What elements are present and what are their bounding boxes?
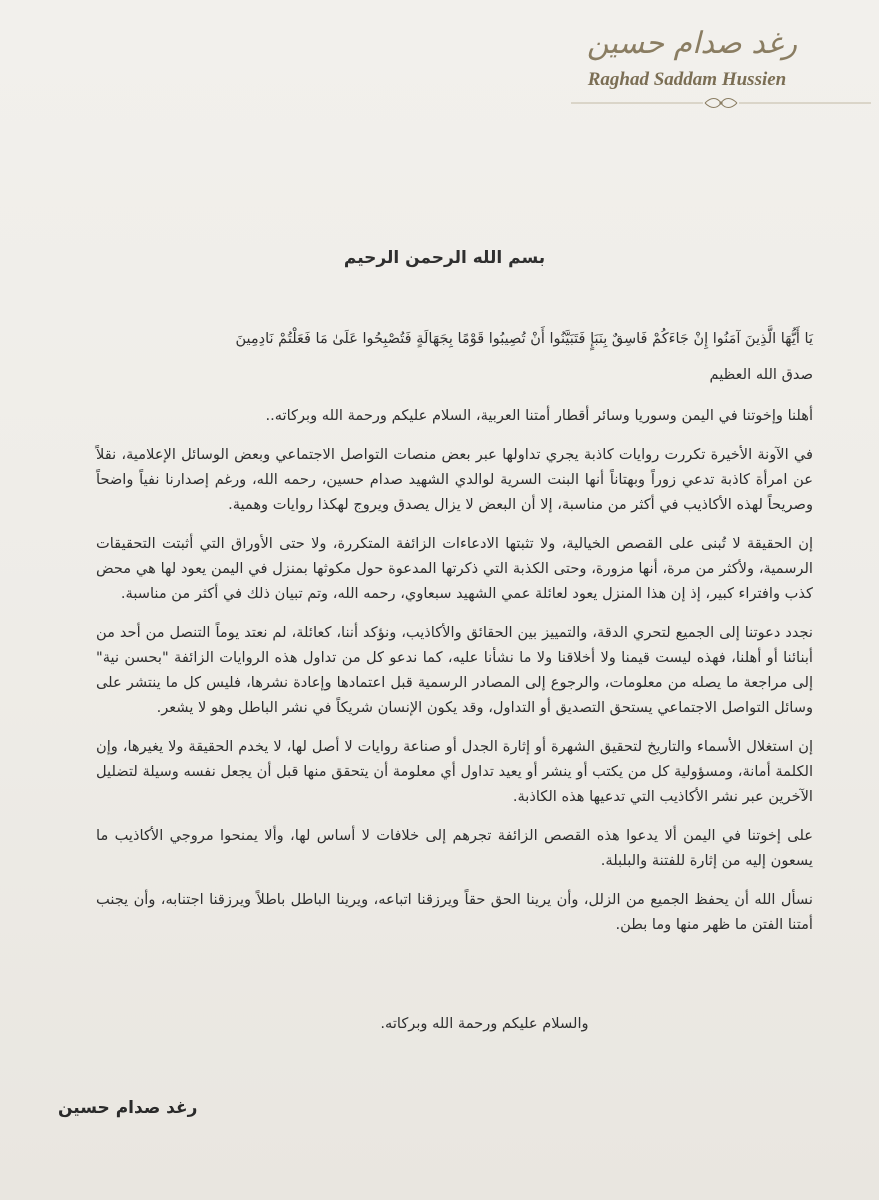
- body-paragraph: إن استغلال الأسماء والتاريخ لتحقيق الشهرة أو إثارة الجدل أو صناعة روايات لا أصل لها، لا يخدم الحقيقة ولا يغيرها، وإن الكلمة أمانة، ومسؤولية كل من يكتب أو ينشر أو يعيد تداول أي معلومة أن يتحقق منها قبل أن يجعل نفسه وسيلة لتضليل الآخرين عبر نشر الأكاذيب التي تدعيها هذه الكاذبة.: [96, 738, 813, 805]
- basmala-heading: بسم الله الرحمن الرحيم: [343, 248, 546, 268]
- sadaq-line: صدق الله العظيم: [709, 366, 813, 383]
- quran-verse: يَا أَيُّهَا الَّذِينَ آمَنُوا إِنْ جَاءَكُمْ فَاسِقٌ بِنَبَإٍ فَتَبَيَّنُوا أَنْ تُصِيبُوا قَوْمًا بِجَهَالَةٍ فَتُصْبِحُوا عَلَىٰ مَا فَعَلْتُمْ نَادِمِينَ: [235, 331, 813, 347]
- letter-body: [96, 246, 813, 1036]
- body-paragraph: إن الحقيقة لا تُبنى على القصص الخيالية، ولا تثبتها الادعاءات الزائفة المتكررة، ولا حتى الأوراق التي أثبتت التحقيقات الرسمية، ولأكثر من مرة، أنها مزورة، وحتى الكذبة التي ذكرتها المدعوة حول مكوثها بمنزل في اليمن يعود لها هي محض كذب وافتراء كبير، إذ إن هذا المنزل يعود لعائلة عمي الشهيد سبعاوي، رحمه الله، وتم تبيان ذلك في أكثر من مناسبة.: [96, 535, 813, 602]
- letterhead: [517, 24, 817, 92]
- body-paragraph: في الآونة الأخيرة تكررت روايات كاذبة يجري تداولها عبر بعض منصات التواصل الاجتماعي وبعض الوسائل الإعلامية، نقلاً عن امرأة كاذبة تدعي زوراً وبهتاناً أنها البنت السرية لوالدي الشهيد صدام حسين، رحمه الله، ورغم إصدارنا نفياً واضحاً وصريحاً لهذه الأكاذيب في أكثر من مناسبة، إلا أن البعض لا يزال يصدق ويروج لهكذا روايات وهمية.: [96, 446, 813, 513]
- body-paragraph: على إخوتنا في اليمن ألا يدعوا هذه القصص الزائفة تجرهم إلى خلافات لا أساس لها، وألا يمنحوا مروجي الأكاذيب ما يسعون إليه من إثارة للفتنة والبلبلة.: [96, 827, 813, 869]
- closing-salutation: والسلام عليكم ورحمة الله وبركاته.: [380, 1015, 589, 1032]
- letterhead-arabic-logo: رغد صدام حسين: [586, 26, 798, 61]
- letterhead-latin-name: Raghad Saddam Hussien: [587, 69, 787, 90]
- body-paragraph: نجدد دعوتنا إلى الجميع لتحري الدقة، والتمييز بين الحقائق والأكاذيب، ونؤكد أننا، كعائلة، لم نعتد يوماً التنصل من أحد من أبنائنا أو أهلنا، فهذه ليست قيمنا ولا أخلاقنا ولا ما نشأنا عليه، كما ندعو كل من تداول هذه الروايات الزائفة "بحسن نية" إلى مراجعة ما يصله من معلومات، والرجوع إلى المصادر الرسمية قبل اعتمادها وإعادة نشرها، فليس كل ما ينتشر على وسائل التواصل الاجتماعي يستحق التصديق أو التداول، وقد يكون الإنسان شريكاً في نشر الباطل وهو لا يشعر.: [96, 624, 813, 716]
- flourish-ornament-icon: [571, 96, 871, 110]
- signature-name: رغد صدام حسين: [58, 1098, 198, 1118]
- greeting-paragraph: أهلنا وإخوتنا في اليمن وسوريا وسائر أقطار أمتنا العربية، السلام عليكم ورحمة الله وبركاته..: [265, 407, 813, 424]
- body-paragraph: نسأل الله أن يحفظ الجميع من الزلل، وأن يرينا الحق حقاً ويرزقنا اتباعه، ويرينا الباطل باطلاً ويرزقنا اجتنابه، وأن يجنب أمتنا الفتن ما ظهر منها وما بطن.: [96, 891, 813, 933]
